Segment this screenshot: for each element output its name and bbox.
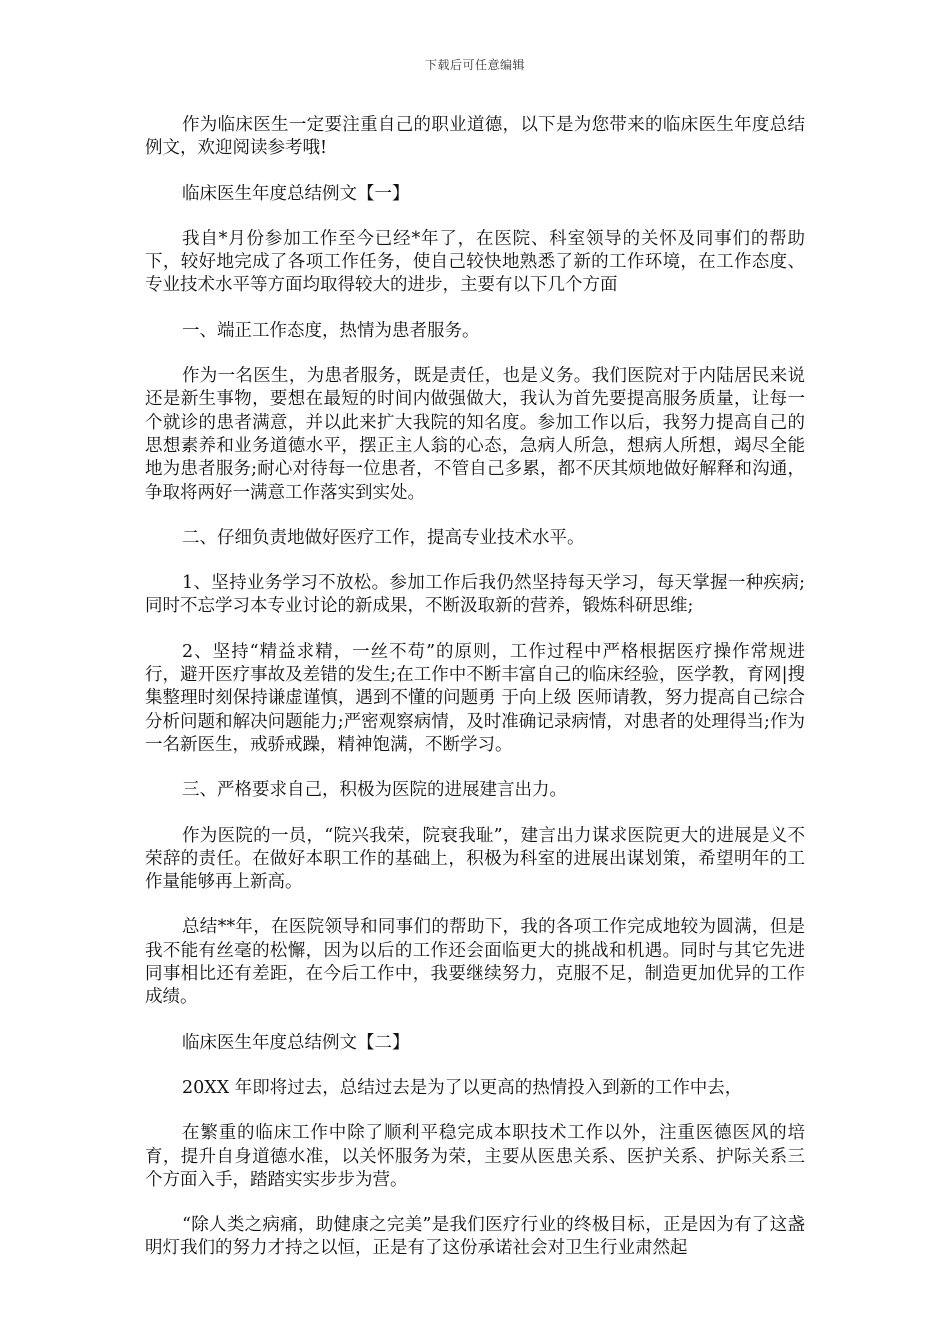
subheading-three: 三、严格要求自己，积极为医院的进展建言出力。 — [182, 780, 567, 801]
body-paragraph: 在繁重的临床工作中除了顺利平稳完成本职技术工作以外，注重医德医风的培育，提升自身道德水准，以关怀服务为荣，主要从医患关系、医护关系、护际关系三个方面入手，踏踏实实步步为营。 — [145, 1123, 805, 1190]
body-paragraph: 2、坚持“精益求精，一丝不苟”的原则，工作过程中严格根据医疗操作常规进行，避开医疗事故及差错的发生;在工作中不断丰富自己的临床经验，医学教，育网|搜集整理时刻保持谦虚谨慎，遇到不懂的问题勇 于向上级 医师请教，努力提高自己综合分析问题和解决问题能力;严密观察病情，及时准确记录病情，对患者的处理得当;作为一名新医生，戒骄戒躁，精神饱满，不断学习。 — [145, 641, 805, 755]
intro-paragraph: 作为临床医生一定要注重自己的职业道德，以下是为您带来的临床医生年度总结例文，欢迎阅读参考哦! — [145, 115, 805, 159]
body-paragraph: 20XX 年即将过去，总结过去是为了以更高的热情投入到新的工作中去， — [182, 1077, 743, 1098]
document-body — [145, 114, 805, 1283]
section-title-two: 临床医生年度总结例文【二】 — [182, 1032, 410, 1053]
body-paragraph: 1、坚持业务学习不放松。参加工作后我仍然坚持每天学习，每天掌握一种疾病;同时不忘学习本专业讨论的新成果，不断汲取新的营养，锻炼科研思维; — [145, 573, 805, 617]
body-paragraph: 作为医院的一员，“院兴我荣，院衰我耻”，建言出力谋求医院更大的进展是义不荣辞的责任。在做好本职工作的基础上，积极为科室的进展出谋划策，希望明年的工作量能够再上新高。 — [145, 825, 805, 893]
body-paragraph: “除人类之病痛，助健康之完美”是我们医疗行业的终极目标，正是因为有了这盏明灯我们的努力才持之以恒，正是有了这份承诺社会对卫生行业肃然起 — [145, 1215, 805, 1259]
header-note: 下载后可任意编辑 — [424, 58, 525, 72]
body-paragraph: 总结**年，在医院领导和同事们的帮助下，我的各项工作完成地较为圆满，但是我不能有丝毫的松懈，因为以后的工作还会面临更大的挑战和机遇。同时与其它先进同事相比还有差距，在今后工作中，我要继续努力，克服不足，制造更加优异的工作成绩。 — [145, 917, 805, 1008]
subheading-one: 一、端正工作态度，热情为患者服务。 — [182, 320, 480, 341]
body-paragraph: 我自*月份参加工作至今已经*年了，在医院、科室领导的关怀及同事们的帮助下，较好地完成了各项工作任务，使自己较快地熟悉了新的工作环境，在工作态度、专业技术水平等方面均取得较大的进步，主要有以下几个方面 — [145, 228, 805, 296]
body-paragraph: 作为一名医生，为患者服务，既是责任，也是义务。我们医院对于内陆居民来说还是新生事物，要想在最短的时间内做强做大，我认为首先要提高服务质量，让每一个就诊的患者满意，并以此来扩大我院的知名度。参加工作以后，我努力提高自己的思想素养和业务道德水平，摆正主人翁的心态，急病人所急，想病人所想，竭尽全能地为患者服务;耐心对待每一位患者，不管自己多累，都不厌其烦地做好解释和沟通，争取将两好一满意工作落实到实处。 — [145, 366, 805, 503]
section-title-one: 临床医生年度总结例文【一】 — [182, 183, 410, 204]
subheading-two: 二、仔细负责地做好医疗工作，提高专业技术水平。 — [182, 527, 585, 548]
